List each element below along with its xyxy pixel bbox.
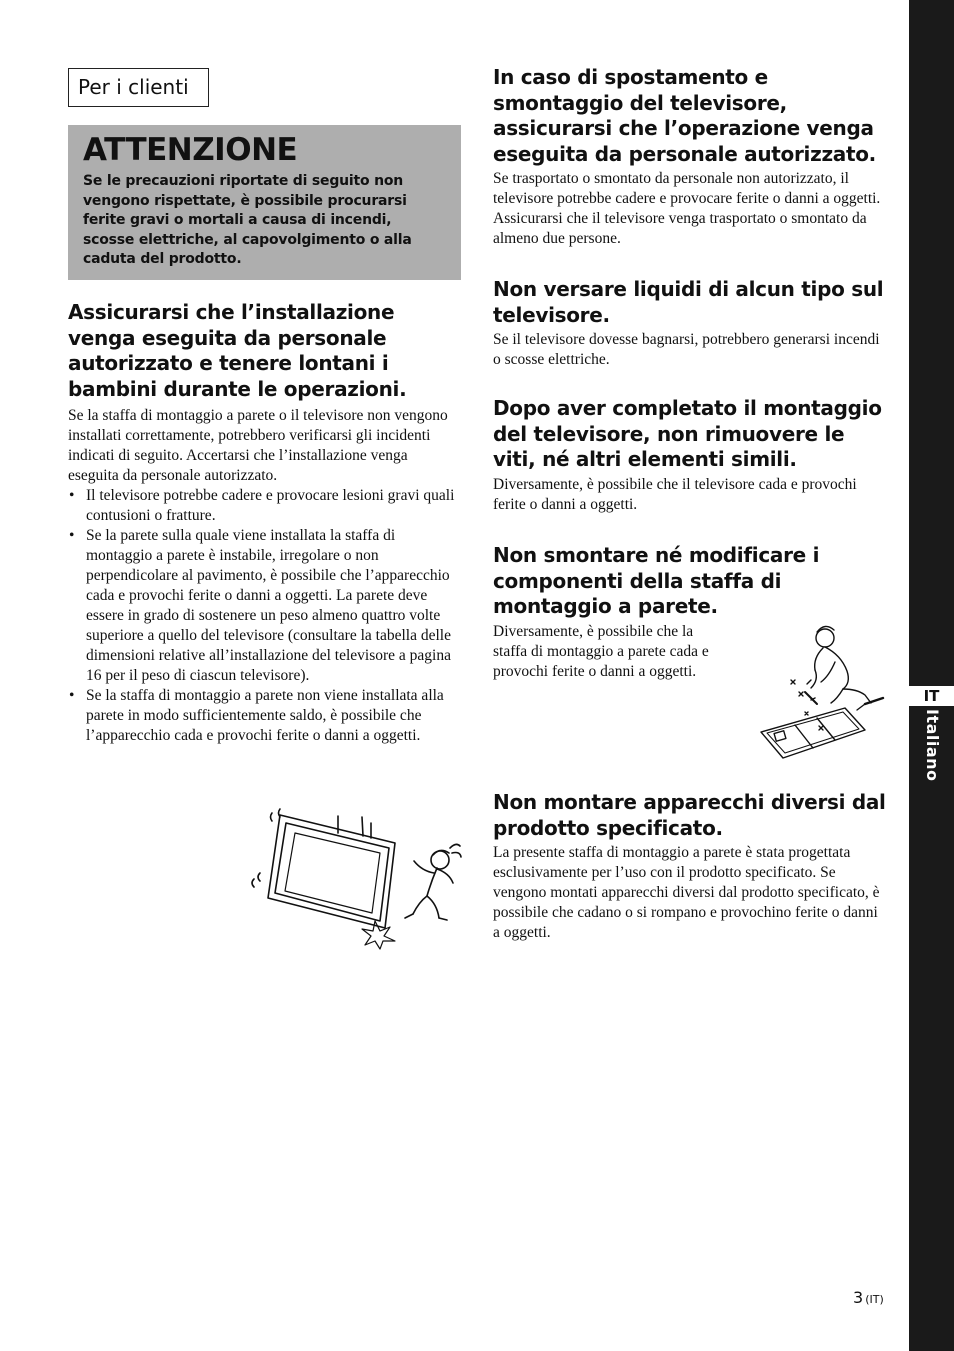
section-heading: In caso di spostamento e smontaggio del televisore, assicurarsi che l’operazione venga eseguita da personale autorizzato. bbox=[493, 65, 876, 166]
language-name: Italiano bbox=[923, 709, 942, 782]
warning-box bbox=[68, 125, 461, 280]
page-number-value: 3 bbox=[853, 1288, 864, 1307]
bullet-icon: • bbox=[69, 487, 75, 504]
section-heading: Dopo aver completato il montaggio del televisore, non rimuovere le viti, né altri elementi simili. bbox=[493, 396, 882, 471]
section-text: La presente staffa di montaggio a parete è stata progettata esclusivamente per l’uso con il prodotto specificato. Se vengono montati apparecchi diversi dal prodotto specificato, è possibile che cadano o si rompano e provochino ferite o danni a oggetti. bbox=[493, 844, 880, 941]
side-tab-bar bbox=[909, 0, 954, 1351]
section-text: Se il televisore dovesse bagnarsi, potrebbero generarsi incendi o scosse elettriche. bbox=[493, 331, 880, 368]
falling-tv-illustration-icon bbox=[250, 803, 465, 950]
section-screws bbox=[493, 396, 888, 515]
language-code-tab: IT bbox=[909, 686, 954, 706]
list-item bbox=[68, 686, 462, 746]
list-item-text: Se la staffa di montaggio a parete non viene installata alla parete in modo sufficientemente saldo, è possibile che l’apparecchio cada e provochi ferite o danni a oggetti. bbox=[86, 687, 444, 744]
for-customers-label: Per i clienti bbox=[68, 68, 209, 107]
section-heading: Non montare apparecchi diversi dal prodotto specificato. bbox=[493, 790, 886, 840]
section-text: Se trasportato o smontato da personale non autorizzato, il televisore potrebbe cadere e provocare ferite o danni a oggetti. Assicurarsi che il televisore venga trasportato o smontato da almeno due persone. bbox=[493, 170, 881, 247]
list-item bbox=[68, 486, 462, 526]
section-text: Diversamente, è possibile che il televisore cada e provochi ferite o danni a oggetti. bbox=[493, 475, 857, 513]
list-item bbox=[68, 526, 462, 686]
page-number-suffix: (IT) bbox=[865, 1293, 884, 1306]
warning-text: Se le precauzioni riportate di seguito non vengono rispettate, è possibile procurarsi ferite gravi o mortali a causa di incendi, scosse elettriche, al capovolgimento o alla caduta del prodotto. bbox=[83, 173, 412, 267]
section-other-devices bbox=[493, 790, 888, 943]
section-installation bbox=[68, 300, 462, 746]
list-item-text: Se la parete sulla quale viene installata la staffa di montaggio a parete è instabile, irregolare o non perpendicolare al pavimento, è possibile che l’apparecchio cada e provochi ferite o danni a oggetti. La parete deve essere in grado di sostenere un peso almeno quattro volte superiore a quello del televisore (consultare la tabella delle dimensioni relative all’installazione del televisore a pagina 16 per il peso di ciascun televisore). bbox=[86, 527, 451, 684]
bullet-icon: • bbox=[69, 687, 75, 704]
list-item-text: Il televisore potrebbe cadere e provocare lesioni gravi quali contusioni o fratture. bbox=[86, 487, 455, 524]
section-heading: Assicurarsi che l’installazione venga eseguita da personale autorizzato e tenere lontani i bambini durante le operazioni. bbox=[68, 300, 407, 401]
warning-title: ATTENZIONE bbox=[83, 132, 298, 168]
bullet-icon: • bbox=[69, 527, 75, 544]
section-liquids bbox=[493, 277, 888, 370]
section-heading: Non versare liquidi di alcun tipo sul televisore. bbox=[493, 277, 884, 327]
worker-with-tools-illustration-icon bbox=[755, 622, 890, 764]
section-heading: Non smontare né modificare i componenti della staffa di montaggio a parete. bbox=[493, 543, 820, 618]
page-number bbox=[853, 1288, 884, 1307]
section-text: Diversamente, è possibile che la staffa di montaggio a parete cada e provochi ferite o danni a oggetti. bbox=[493, 622, 709, 680]
bullet-list bbox=[68, 486, 462, 746]
section-moving bbox=[493, 65, 888, 249]
section-intro: Se la staffa di montaggio a parete o il televisore non vengono installati correttamente, potrebbero verificarsi gli incidenti indicati di seguito. Accertarsi che l’installazione venga eseguita da personale autorizzato. bbox=[68, 407, 448, 484]
